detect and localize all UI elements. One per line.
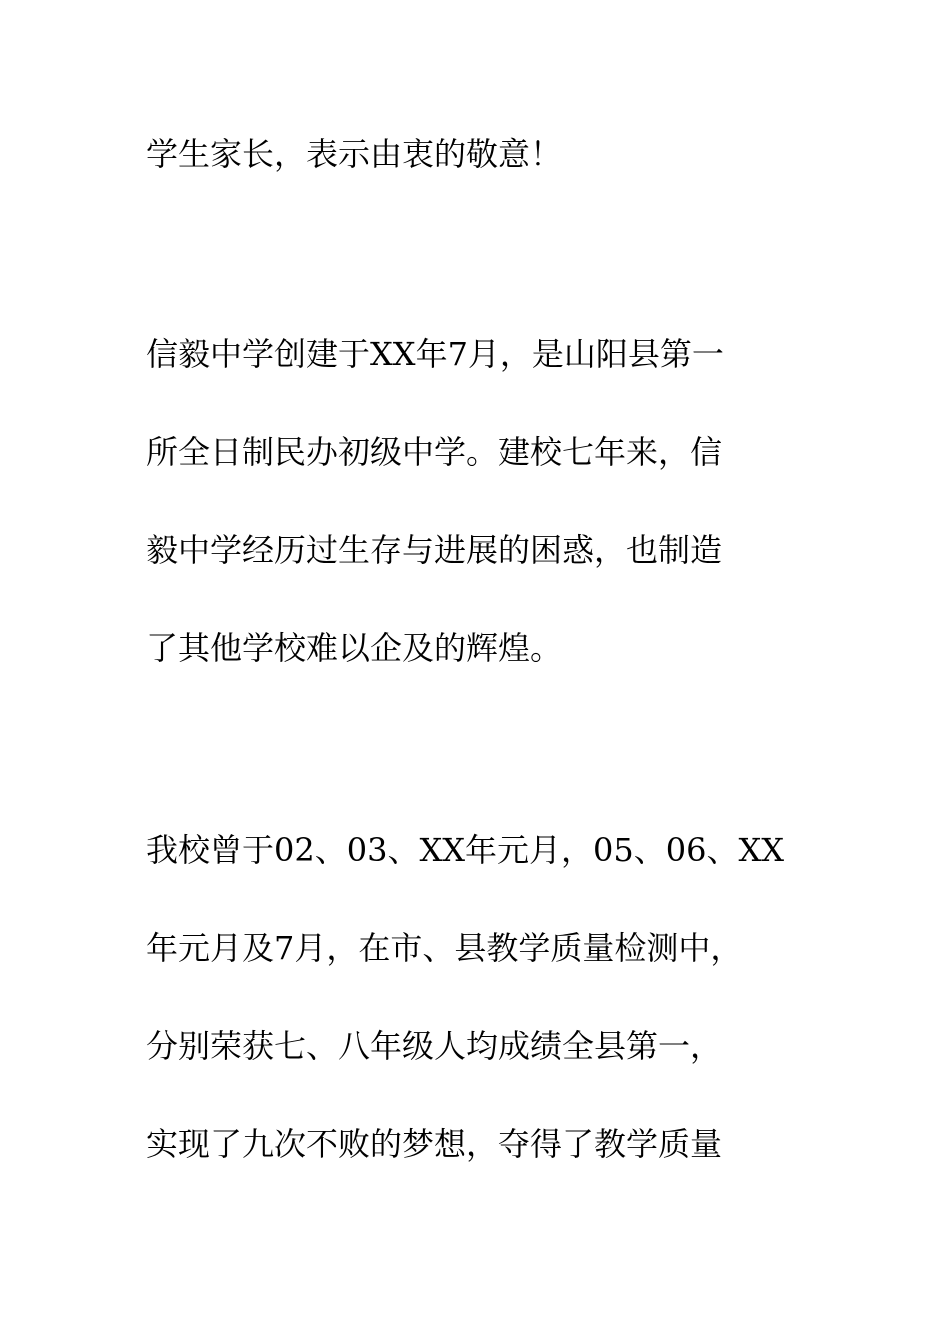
text-line: 所全日制民办初级中学。建校七年来，信 — [146, 433, 723, 471]
text-line: 学生家长，表示由衷的敬意！ — [146, 135, 563, 173]
text-line: 我校曾于02、03、XX年元月，05、06、XX — [146, 831, 785, 869]
text-line: 年元月及7月，在市、县教学质量检测中， — [146, 929, 743, 967]
text-line: 实现了九次不败的梦想，夺得了教学质量 — [146, 1125, 723, 1163]
text-line: 分别荣获七、八年级人均成绩全县第一， — [146, 1027, 723, 1065]
text-line: 毅中学经历过生存与进展的困惑，也制造 — [146, 531, 723, 569]
text-line: 了其他学校难以企及的辉煌。 — [146, 629, 563, 667]
text-line: 信毅中学创建于XX年7月，是山阳县第一 — [146, 335, 724, 373]
